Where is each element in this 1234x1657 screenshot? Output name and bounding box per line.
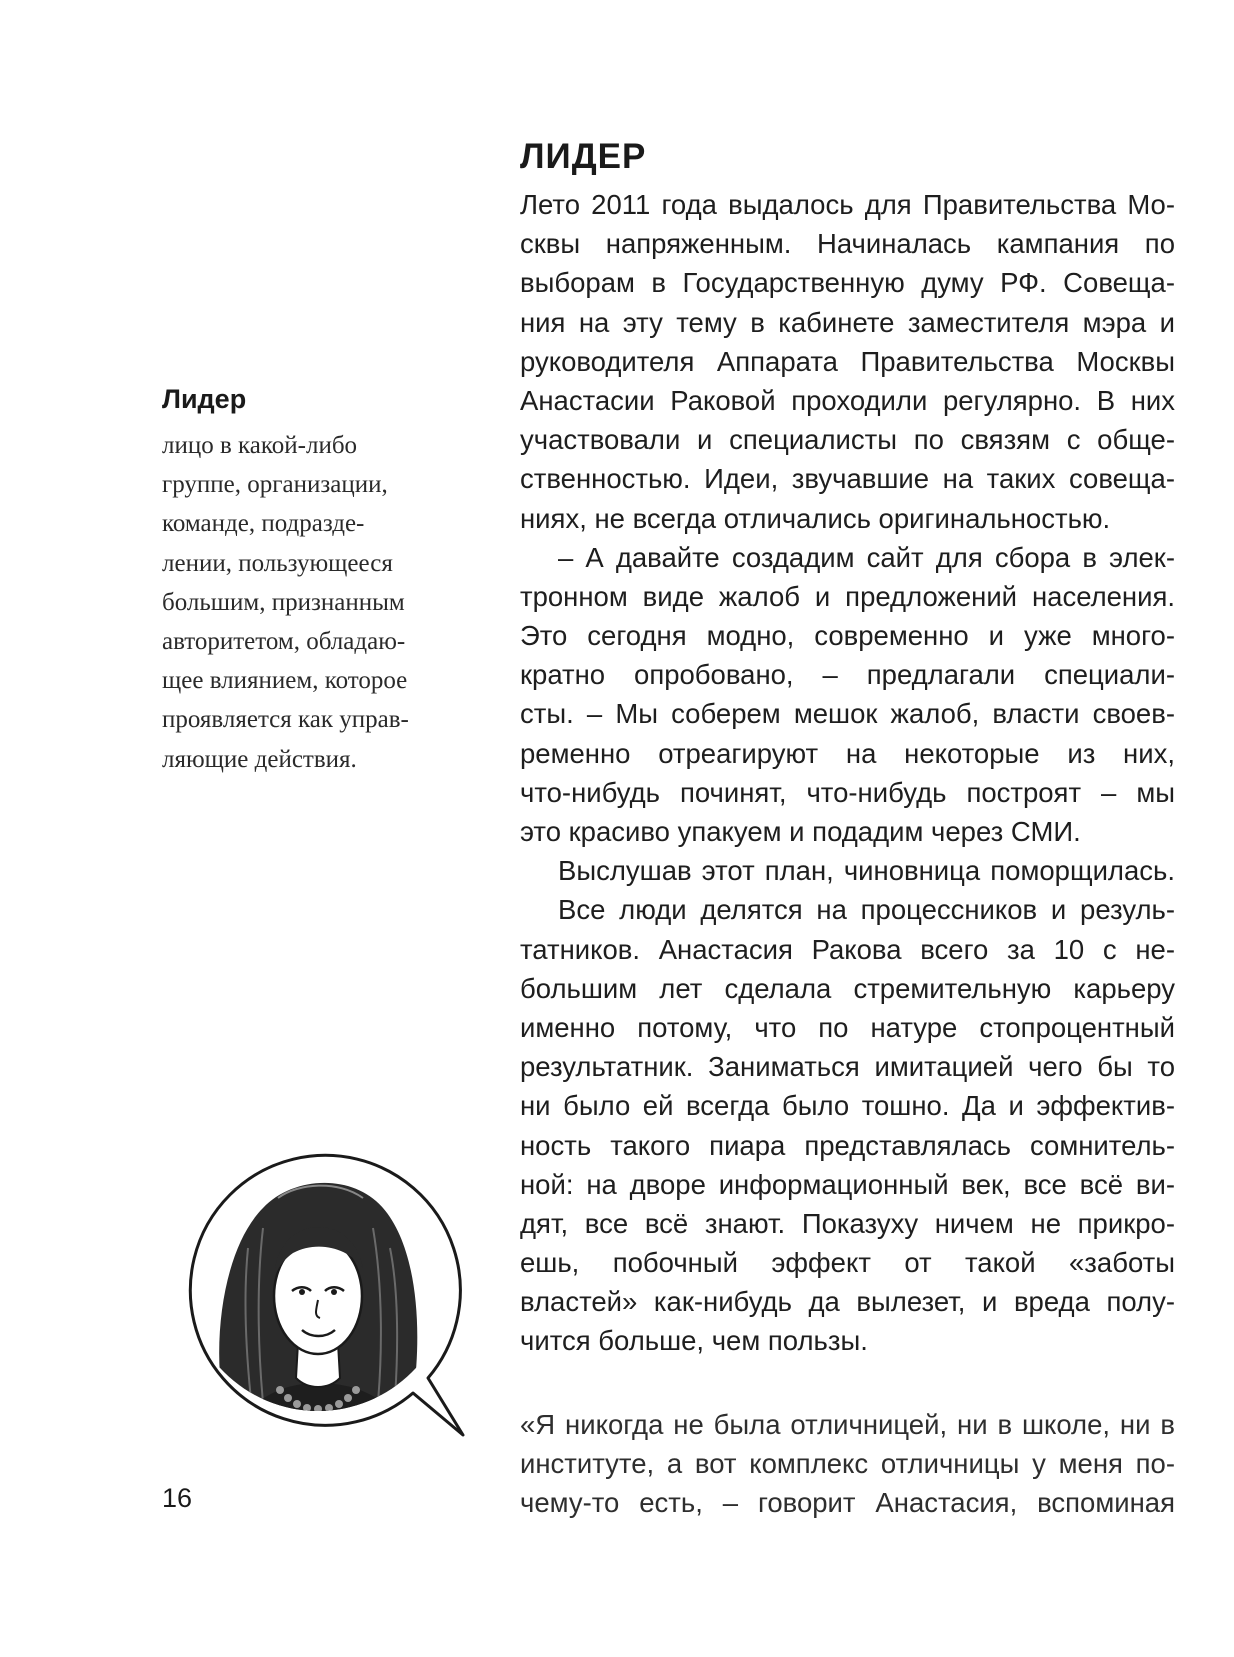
- definition-line: авторитетом, обладаю-: [162, 628, 406, 656]
- body-line: – А давайте создадим сайт для сбора в элек-: [558, 541, 1175, 573]
- body-line: выборам в Государственную думу РФ. Совеща-: [520, 267, 1175, 299]
- definition-line: команде, подразде-: [162, 510, 365, 538]
- body-line: ность такого пиара представлялась сомнитель-: [520, 1129, 1175, 1161]
- definition-line: большим, признанным: [162, 588, 405, 616]
- definition-line: щее влиянием, которое: [162, 667, 408, 695]
- body-line: Все люди делятся на процессников и резуль-: [558, 894, 1175, 926]
- body-line: ни было ей всегда было тошно. Да и эффектив-: [520, 1090, 1175, 1122]
- quote-line: институте, а вот комплекс отличницы у меня по-: [520, 1448, 1175, 1480]
- body-line: ременно отреагируют на некоторые из них,: [520, 737, 1175, 769]
- body-line: ниях, не всегда отличались оригинальностью.: [520, 502, 1111, 534]
- speech-bubble-portrait-icon: [168, 1128, 478, 1458]
- body-line: ния на эту тему в кабинете заместителя мэра и: [520, 306, 1175, 338]
- body-line: что-нибудь починят, что-нибудь построят – мы: [520, 776, 1175, 808]
- body-line: результатник. Заниматься имитацией чего бы то: [520, 1051, 1175, 1083]
- definition-line: лицо в какой-либо: [162, 432, 358, 459]
- body-line: Выслушав этот план, чиновница поморщилась.: [558, 855, 1175, 887]
- body-line: Лето 2011 года выдалось для Правительства Мо-: [520, 189, 1175, 220]
- body-line: ной: на дворе информационный век, все всё ви-: [520, 1168, 1175, 1200]
- definition-line: группе, организации,: [162, 471, 388, 499]
- quote-block: [520, 1405, 1175, 1523]
- definition-line: ляющие действия.: [162, 745, 357, 773]
- quote-line: «Я никогда не была отличницей, ни в школе, ни в: [520, 1409, 1175, 1440]
- body-line: татников. Анастасия Ракова всего за 10 с не-: [520, 933, 1175, 965]
- body-line: Анастасии Раковой проходили регулярно. В них: [520, 384, 1175, 416]
- body-line: это красиво упакуем и подадим через СМИ.: [520, 816, 1081, 847]
- section-heading: ЛИДЕР: [520, 137, 647, 176]
- body-line: сты. – Мы соберем мешок жалоб, власти своев-: [520, 698, 1175, 730]
- body-line: руководителя Аппарата Правительства Москвы: [520, 345, 1175, 377]
- article-body: [520, 185, 1175, 1361]
- definition-line: лении, пользующееся: [162, 549, 393, 577]
- body-line: участвовали и специалисты по связям с обще-: [520, 424, 1175, 456]
- quote-line: чему-то есть, – говорит Анастасия, вспоминая: [520, 1487, 1175, 1519]
- body-line: ственностью. Идеи, звучавшие на таких совеща-: [520, 463, 1175, 495]
- definition-line: проявляется как управ-: [162, 706, 409, 734]
- body-line: кратно опробовано, – предлагали специали-: [520, 659, 1175, 691]
- body-line: дят, все всё знают. Показуху ничем не прикро-: [520, 1207, 1175, 1239]
- body-line: тронном виде жалоб и предложений населения.: [520, 580, 1175, 612]
- body-line: Это сегодня модно, современно и уже много-: [520, 620, 1175, 652]
- body-line: именно потому, что по натуре стопроцентный: [520, 1011, 1175, 1043]
- body-line: ешь, побочный эффект от такой «заботы: [520, 1247, 1175, 1279]
- body-line: чится больше, чем пользы.: [520, 1325, 868, 1357]
- sidebar-term: Лидер: [162, 384, 247, 414]
- body-line: сквы напряженным. Начиналась кампания по: [520, 228, 1175, 260]
- sidebar-definition: [162, 426, 409, 779]
- body-line: властей» как-нибудь да вылезет, и вреда полу-: [520, 1286, 1175, 1318]
- page-number: 16: [162, 1483, 193, 1513]
- body-line: большим лет сделала стремительную карьеру: [520, 972, 1175, 1004]
